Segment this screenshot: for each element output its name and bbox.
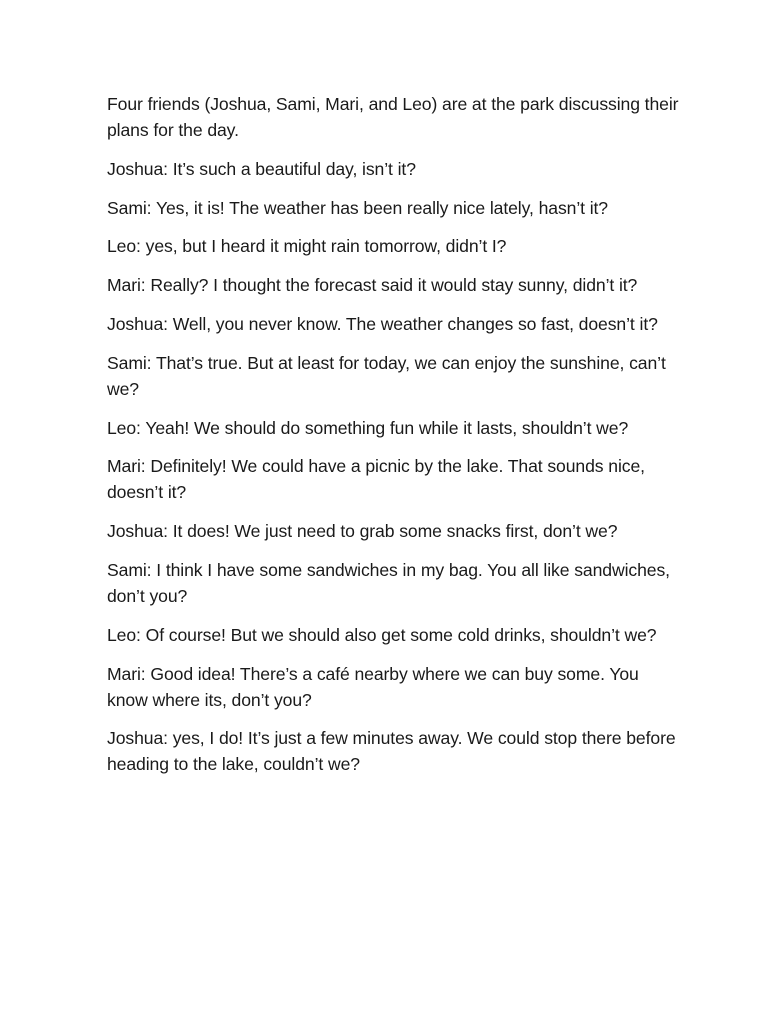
dialogue-line: Sami: I think I have some sandwiches in my bag. You all like sandwiches, don’t you?: [107, 559, 670, 606]
dialogue-line: Leo: yes, but I heard it might rain tomorrow, didn’t I?: [107, 236, 507, 257]
dialogue-line: Joshua: It’s such a beautiful day, isn’t it?: [107, 158, 416, 179]
dialogue-line: Leo: Yeah! We should do something fun while it lasts, shouldn’t we?: [107, 417, 629, 438]
dialogue-line: Mari: Good idea! There’s a café nearby where we can buy some. You know where its, don’t you?: [107, 663, 639, 710]
dialogue-line: Sami: That’s true. But at least for today, we can enjoy the sunshine, can’t we?: [107, 352, 666, 399]
dialogue-line: Mari: Definitely! We could have a picnic by the lake. That sounds nice, doesn’t it?: [107, 456, 645, 503]
dialogue-text: [107, 91, 682, 790]
dialogue-line: Mari: Really? I thought the forecast said it would stay sunny, didn’t it?: [107, 275, 638, 296]
dialogue-line: Joshua: It does! We just need to grab some snacks first, don’t we?: [107, 521, 618, 542]
dialogue-line: Joshua: Well, you never know. The weather changes so fast, doesn’t it?: [107, 313, 658, 334]
dialogue-line: Leo: Of course! But we should also get some cold drinks, shouldn’t we?: [107, 624, 657, 645]
dialogue-line: Joshua: yes, I do! It’s just a few minutes away. We could stop there before heading to the lake, couldn’t we?: [107, 728, 676, 775]
dialogue-line: Sami: Yes, it is! The weather has been really nice lately, hasn’t it?: [107, 197, 608, 218]
intro-paragraph: Four friends (Joshua, Sami, Mari, and Leo) are at the park discussing their plans for the day.: [107, 94, 679, 140]
